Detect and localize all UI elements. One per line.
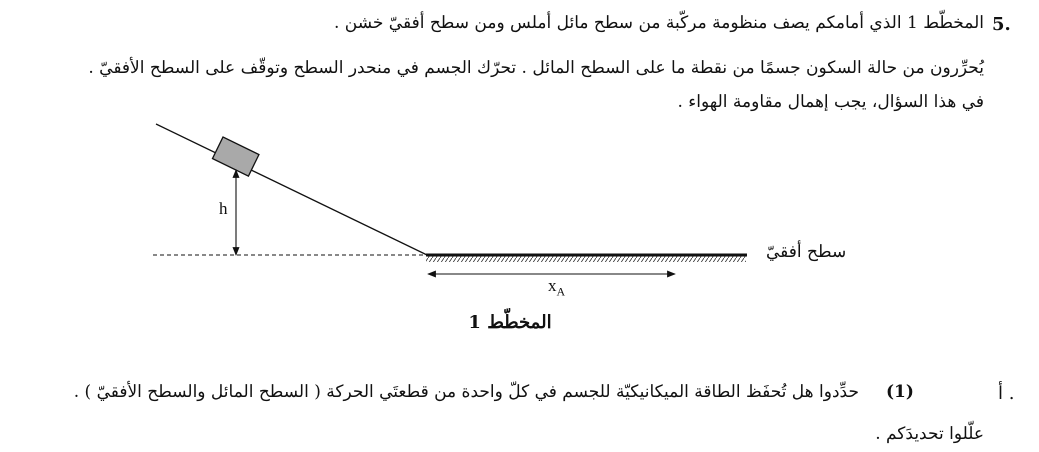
question-line-1: المخطّط 1 الذي أمامكم يصف منظومة مركّبة من سطح مائل أملس ومن سطح أفقيّ خشن .: [333, 13, 984, 33]
height-label: h: [219, 199, 228, 218]
subquestion-line-2: علّلوا تحديدَكم .: [875, 424, 984, 444]
subquestion-letter: أ .: [998, 383, 1015, 404]
distance-label: $x_A$: [548, 276, 566, 299]
surface-label: سطح أفقيّ: [766, 242, 847, 262]
diagram-caption: المخطّط 1: [468, 312, 552, 333]
horizontal-surface-hatching: [426, 256, 746, 262]
question-line-3: في هذا السؤال، يجب إهمال مقاومة الهواء .: [677, 92, 984, 112]
question-number: 5.: [992, 14, 1011, 35]
question-line-2: يُحرِّرون من حالة السكون جسمًا من نقطة ما على السطح المائل . تحرّك الجسم في منحدر السطح وتوقّف على السطح الأفقيّ .: [88, 58, 984, 78]
subquestion-number: (1): [886, 382, 914, 402]
inclined-plane: [156, 124, 427, 255]
subquestion-line-1: حدِّدوا هل تُحفَظ الطاقة الميكانيكيّة للجسم في كلّ واحدة من قطعتَي الحركة ( السطح المائل والسطح الأفقيّ ) .: [73, 382, 859, 402]
